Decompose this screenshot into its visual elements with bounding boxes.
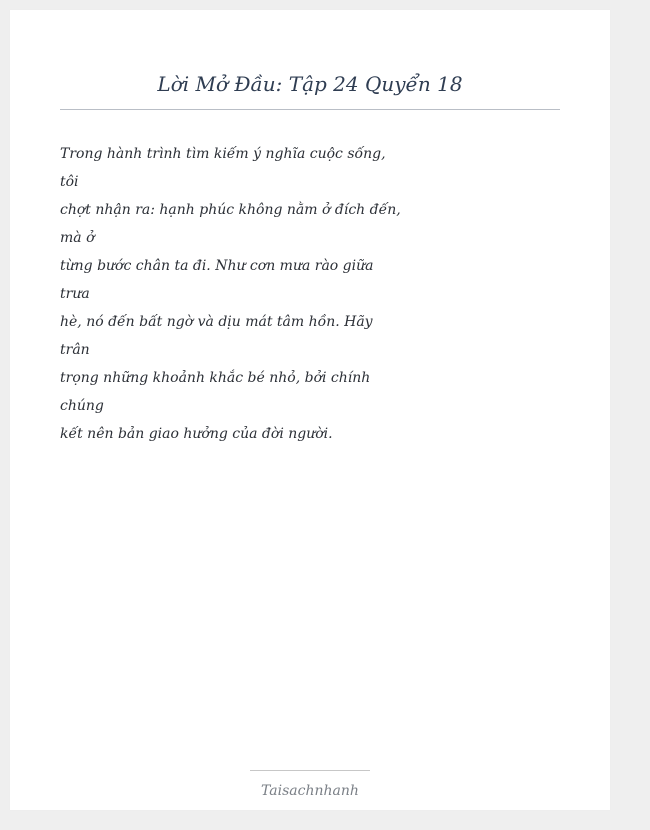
body-line: hè, nó đến bất ngờ và dịu mát tâm hồn. Hãy xyxy=(60,314,373,330)
body-line: tôi xyxy=(60,174,79,190)
footer-divider xyxy=(250,770,370,771)
body-line: trân xyxy=(60,342,90,358)
body-line: từng bước chân ta đi. Như cơn mưa rào giữa xyxy=(60,258,374,274)
body-line: kết nên bản giao hưởng của đời người. xyxy=(60,426,333,442)
footer-brand: Taisachnhanh xyxy=(261,783,359,799)
body-text xyxy=(60,140,401,448)
body-line: chúng xyxy=(60,398,104,414)
body-line: Trong hành trình tìm kiếm ý nghĩa cuộc sống, xyxy=(60,146,386,162)
body-line: trưa xyxy=(60,286,90,302)
body-line: chợt nhận ra: hạnh phúc không nằm ở đích đến, xyxy=(60,202,401,218)
body-line: mà ở xyxy=(60,230,95,246)
title-divider xyxy=(60,109,560,110)
document-page xyxy=(10,10,610,810)
body-line: trọng những khoảnh khắc bé nhỏ, bởi chính xyxy=(60,370,371,386)
page-title: Lời Mở Đầu: Tập 24 Quyển 18 xyxy=(157,72,463,96)
